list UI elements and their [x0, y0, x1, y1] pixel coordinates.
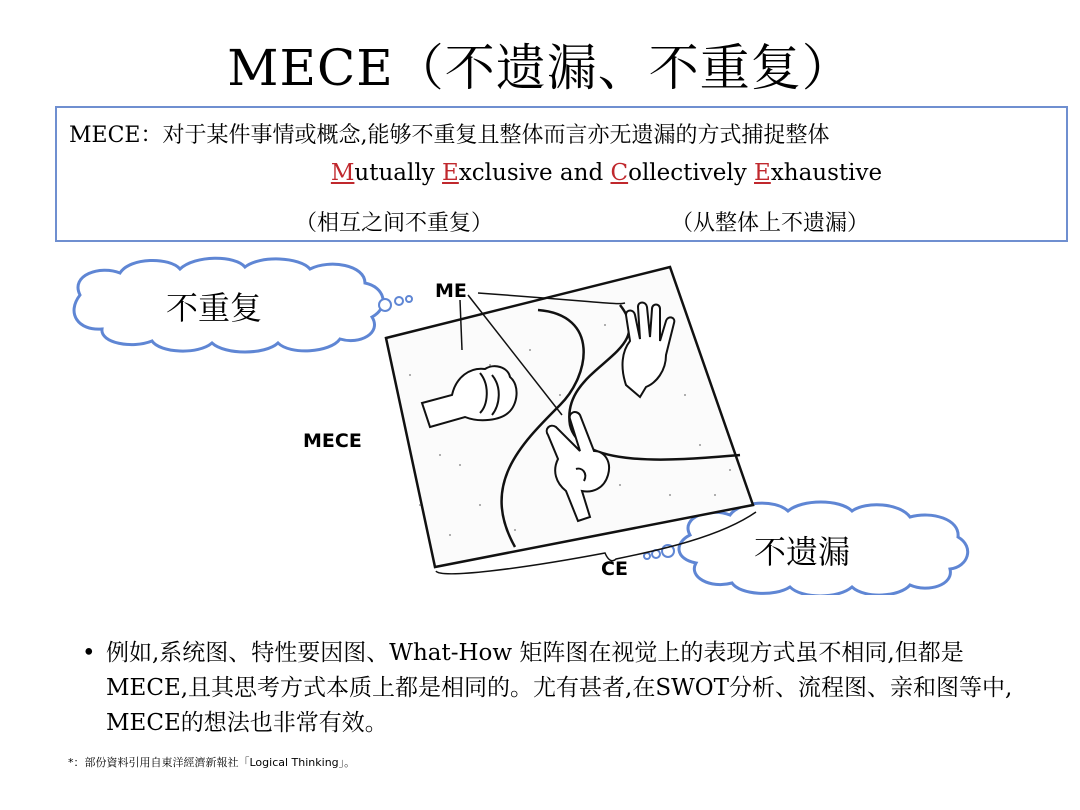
letter-m: M [330, 160, 355, 186]
collectively-exhaustive-note: （从整体上不遗漏） [671, 211, 870, 236]
mutually-exclusive-note: （相互之间不重复） [295, 211, 494, 236]
word-mutually: utually [354, 160, 443, 186]
bullet-text: 例如,系统图、特性要因图、What-How 矩阵图在视觉上的表现方式虽不相同,但都是MECE,且其思考方式本质上都是相同的。尤有甚者,在SWOT分析、流程图、亲和图等中, MECE的想法也非常有效。 [106, 640, 1013, 736]
definition-text: MECE：对于某件事情或概念,能够不重复且整体而言亦无遗漏的方式捕捉整体 [69, 123, 830, 148]
cloud-no-duplication-label: 不重复 [166, 289, 263, 327]
word-exhaustive: xhaustive [770, 160, 883, 186]
ce-label: CE [601, 558, 628, 580]
mece-diagram [60, 255, 980, 595]
example-bullet [82, 636, 1032, 741]
cloud-no-omission-label: 不遗漏 [754, 533, 851, 571]
definition-box [55, 106, 1068, 242]
page-title: MECE（不遗漏、不重复） [227, 39, 853, 97]
letter-c: C [610, 160, 629, 186]
letter-e2: E [754, 160, 771, 186]
word-exclusive: xclusive and [458, 160, 611, 186]
mece-label: MECE [303, 430, 362, 452]
word-collectively: ollectively [628, 160, 755, 186]
me-label: ME [435, 280, 467, 302]
source-footnote: *：部份資料引用自東洋經濟新報社「Logical Thinking」。 [68, 756, 356, 769]
mece-english-expansion [57, 160, 1066, 186]
bullet-dot: • [82, 640, 96, 666]
letter-e1: E [442, 160, 459, 186]
